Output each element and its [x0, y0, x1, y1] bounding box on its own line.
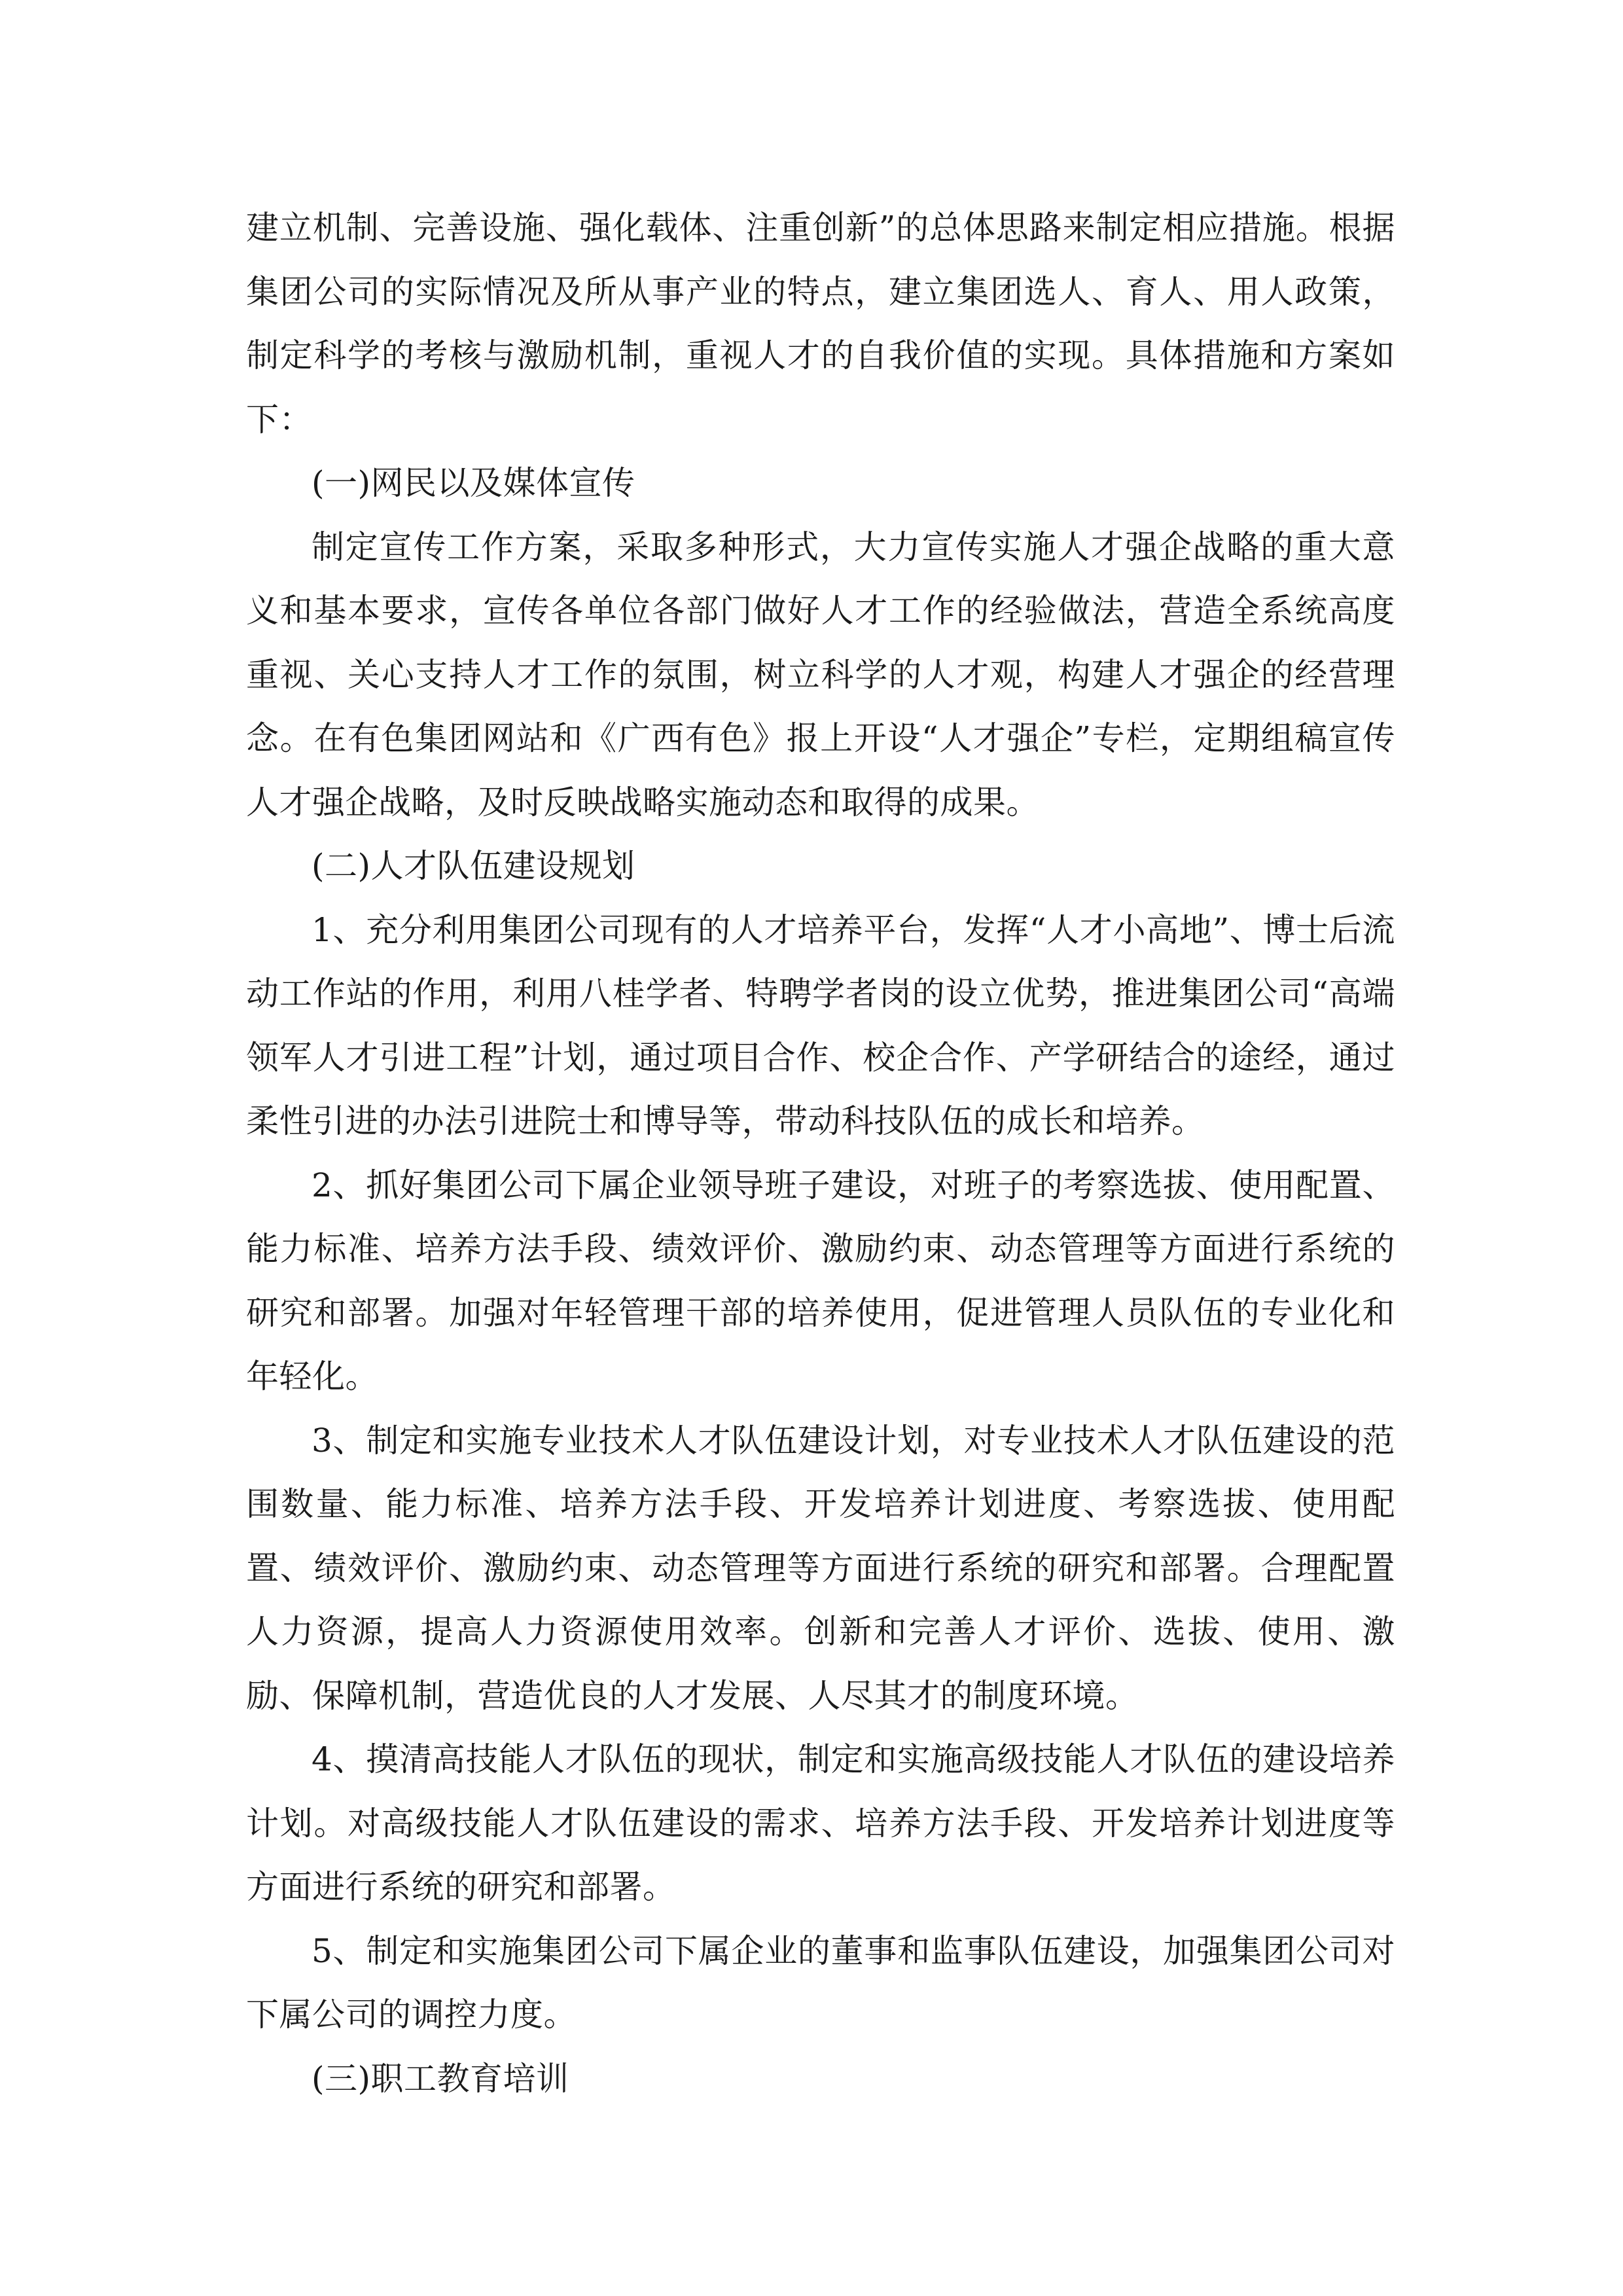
section-heading-2: (二)人才队伍建设规划 — [312, 847, 635, 885]
paragraph-item-5: 5、制定和实施集团公司下属企业的董事和监事队伍建设，加强集团公司对下属公司的调控力度。 — [246, 1931, 1395, 2034]
paragraph-item-1: 1、充分利用集团公司现有的人才培养平台，发挥“人才小高地”、博士后流动工作站的作用，利用八桂学者、特聘学者岗的设立优势，推进集团公司“高端领军人才引进工程”计划，通过项目合作、校企合作、产学研结合的途经，通过柔性引进的办法引进院士和博导等，带动科技队伍的成长和培养。 — [246, 910, 1395, 1140]
document-body — [246, 196, 1395, 2111]
paragraph-item-2: 2、抓好集团公司下属企业领导班子建设，对班子的考察选拔、使用配置、能力标准、培养方法手段、绩效评价、激励约束、动态管理等方面进行系统的研究和部署。加强对年轻管理干部的培养使用，促进管理人员队伍的专业化和年轻化。 — [246, 1166, 1395, 1395]
paragraph-intro-continuation: 建立机制、完善设施、强化载体、注重创新”的总体思路来制定相应措施。根据集团公司的实际情况及所从事产业的特点，建立集团选人、育人、用人政策，制定科学的考核与激励机制，重视人才的自我价值的实现。具体措施和方案如下： — [246, 209, 1395, 439]
section-heading-3: (三)职工教育培训 — [312, 2059, 569, 2098]
paragraph-item-3: 3、制定和实施专业技术人才队伍建设计划，对专业技术人才队伍建设的范围数量、能力标准、培养方法手段、开发培养计划进度、考察选拔、使用配置、绩效评价、激励约束、动态管理等方面进行系统的研究和部署。合理配置人力资源，提高人力资源使用效率。创新和完善人才评价、选拔、使用、激励、保障机制，营造优良的人才发展、人尽其才的制度环境。 — [246, 1421, 1395, 1715]
section-heading-1: (一)网民以及媒体宣传 — [312, 464, 635, 502]
paragraph-publicity: 制定宣传工作方案，采取多种形式，大力宣传实施人才强企战略的重大意义和基本要求，宣传各单位各部门做好人才工作的经验做法，营造全系统高度重视、关心支持人才工作的氛围，树立科学的人才观，构建人才强企的经营理念。在有色集团网站和《广西有色》报上开设“人才强企”专栏，定期组稿宣传人才强企战略，及时反映战略实施动态和取得的成果。 — [246, 528, 1395, 821]
paragraph-item-4: 4、摸清高技能人才队伍的现状，制定和实施高级技能人才队伍的建设培养计划。对高级技能人才队伍建设的需求、培养方法手段、开发培养计划进度等方面进行系统的研究和部署。 — [246, 1740, 1395, 1906]
